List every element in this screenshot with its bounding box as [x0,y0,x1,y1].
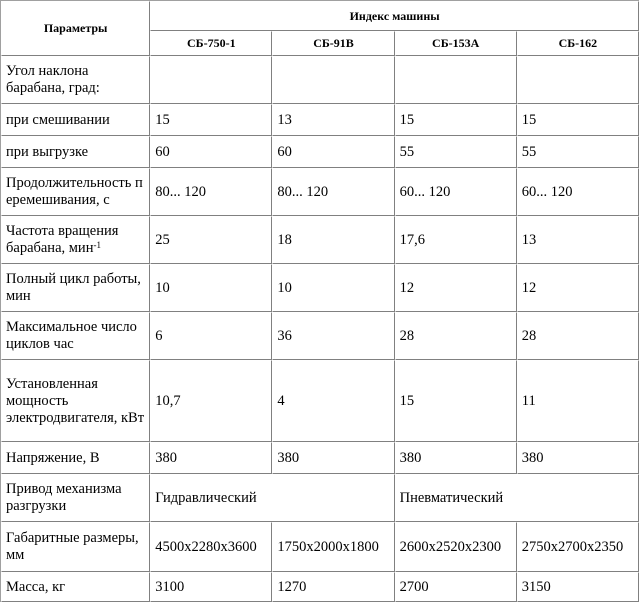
row-label: Масса, кг [1,572,150,602]
cell: 15 [395,104,517,136]
cell: 1270 [272,572,394,602]
header-row [1,1,639,31]
cell: 18 [272,216,394,264]
table-row [1,168,639,216]
cell: 17,6 [395,216,517,264]
cell: 10,7 [150,360,272,442]
cell: 3150 [517,572,639,602]
cell: 10 [272,264,394,312]
cell: 4 [272,360,394,442]
cell: 11 [517,360,639,442]
row-label-superscript: -1 [93,240,101,250]
table-row [1,136,639,168]
cell: 55 [395,136,517,168]
cell: 380 [272,442,394,474]
cell: 60 [272,136,394,168]
cell: 15 [517,104,639,136]
cell: 13 [272,104,394,136]
cell: 28 [395,312,517,360]
cell [395,56,517,104]
cell: 36 [272,312,394,360]
row-label: Габаритные размеры, мм [1,522,150,572]
table-row [1,264,639,312]
cell: 80... 120 [272,168,394,216]
cell: 3100 [150,572,272,602]
cell: 28 [517,312,639,360]
cell: 12 [517,264,639,312]
cell [517,56,639,104]
row-label-text: Частота вращения барабана, мин [6,223,119,256]
table-row [1,442,639,474]
cell: 15 [395,360,517,442]
cell: 80... 120 [150,168,272,216]
cell: 15 [150,104,272,136]
row-label [1,216,150,264]
machine-name: СБ-153А [395,31,517,56]
machine-index-header: Индекс машины [150,1,639,31]
cell: 60 [150,136,272,168]
machine-name: СБ-162 [517,31,639,56]
table-row [1,104,639,136]
row-label: Продолжительность перемешивания, с [1,168,150,216]
cell: 25 [150,216,272,264]
row-label: Напряжение, В [1,442,150,474]
cell: Пневматический [395,474,639,522]
machine-name: СБ-750-1 [150,31,272,56]
cell: 2750x2700x2350 [517,522,639,572]
row-label: Максимальное число циклов час [1,312,150,360]
table-row [1,572,639,602]
cell: 13 [517,216,639,264]
table-row [1,216,639,264]
cell: Гидравлический [150,474,394,522]
cell: 6 [150,312,272,360]
table-row [1,522,639,572]
cell [272,56,394,104]
row-label: Привод механизма разгрузки [1,474,150,522]
cell: 380 [517,442,639,474]
cell: 1750x2000x1800 [272,522,394,572]
machine-name: СБ-91В [272,31,394,56]
cell: 60... 120 [395,168,517,216]
row-label: Полный цикл работы, мин [1,264,150,312]
cell: 380 [395,442,517,474]
cell: 380 [150,442,272,474]
table-row [1,474,639,522]
row-label: Угол наклона барабана, град: [1,56,150,104]
cell [150,56,272,104]
cell: 10 [150,264,272,312]
table-row [1,312,639,360]
row-label: Установленная мощность электродвигателя, кВт [1,360,150,442]
cell: 4500x2280x3600 [150,522,272,572]
cell: 2700 [395,572,517,602]
cell: 2600x2520x2300 [395,522,517,572]
cell: 12 [395,264,517,312]
table-row [1,360,639,442]
params-header: Параметры [1,1,150,56]
cell: 55 [517,136,639,168]
table-row [1,56,639,104]
row-label: при смешивании [1,104,150,136]
cell: 60... 120 [517,168,639,216]
row-label: при выгрузке [1,136,150,168]
